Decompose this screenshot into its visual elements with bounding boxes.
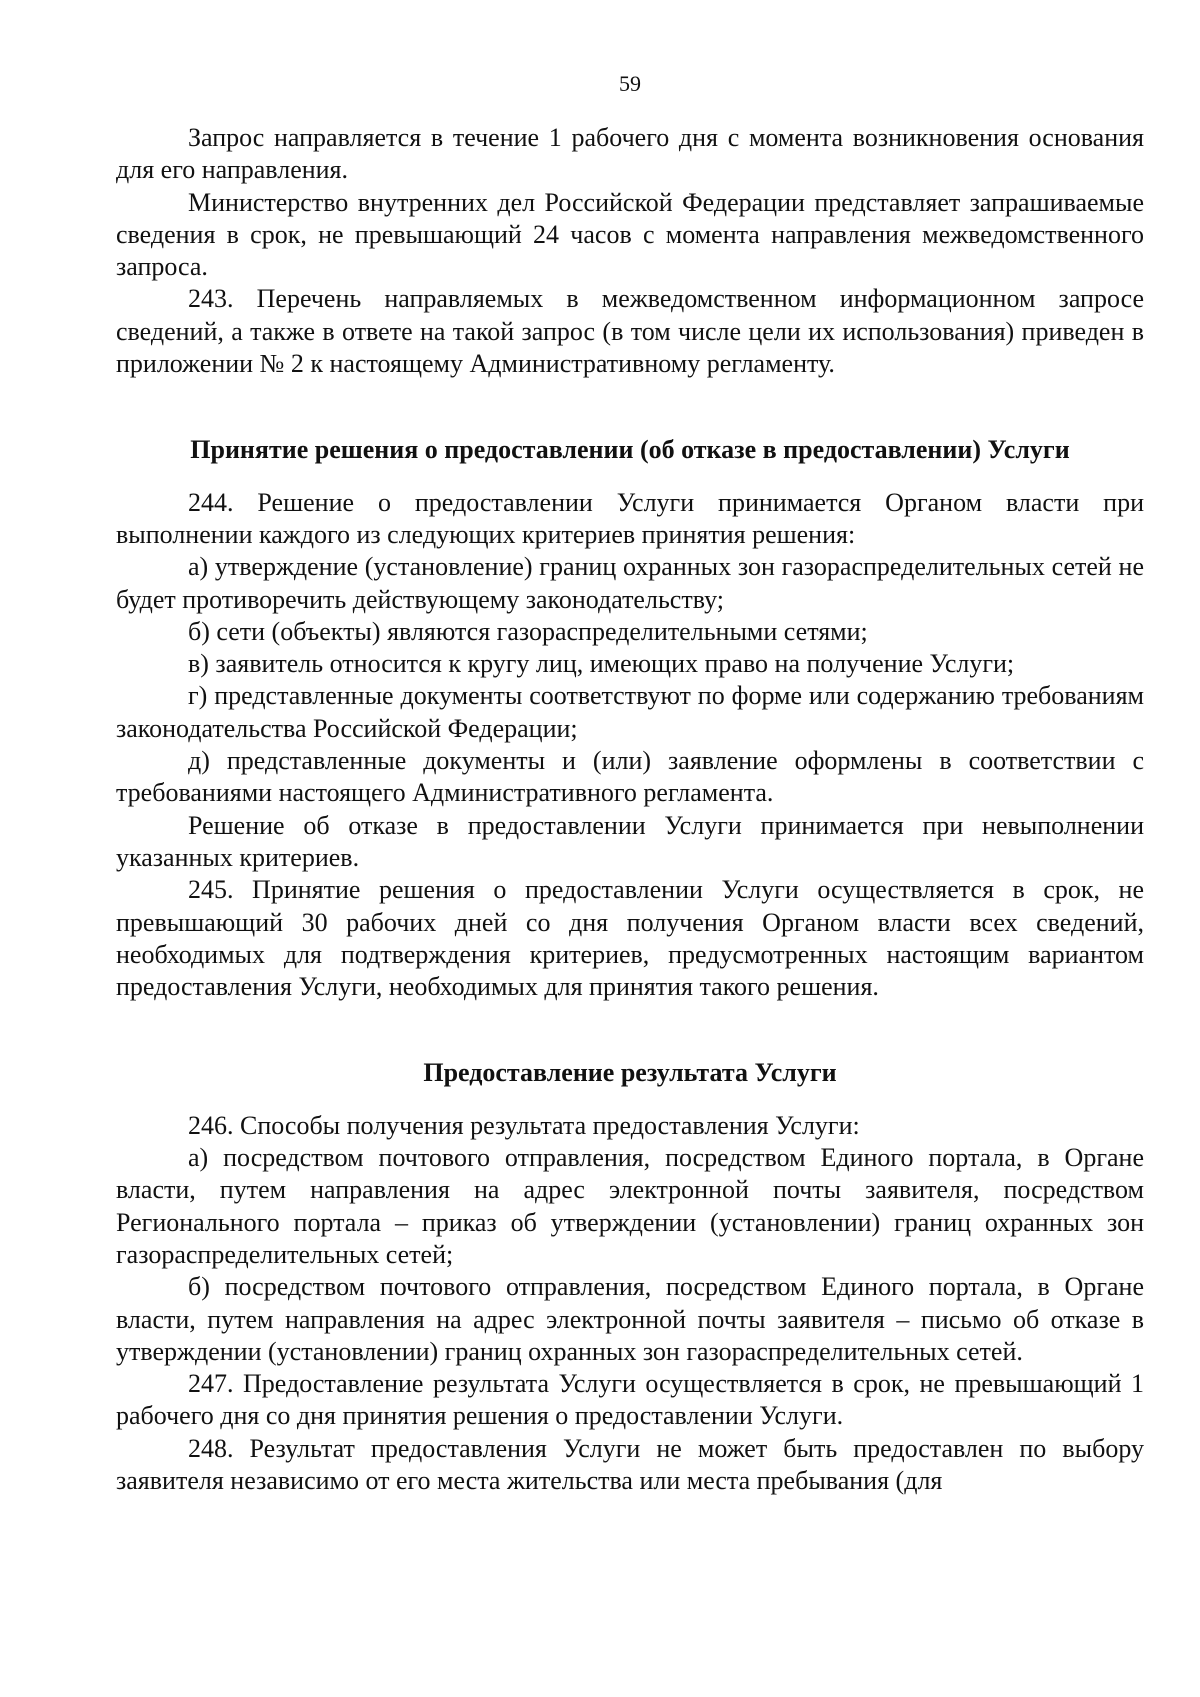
list-item: д) представленные документы и (или) заявление оформлены в соответствии с требованиями настоящего Административного регламента. bbox=[116, 746, 1144, 808]
section-heading: Предоставление результата Услуги bbox=[423, 1058, 837, 1088]
paragraph: 244. Решение о предоставлении Услуги принимается Органом власти при выполнении каждого из следующих критериев принятия решения: bbox=[116, 487, 1144, 549]
paragraph: 247. Предоставление результата Услуги осуществляется в срок, не превышающий 1 рабочего дня со дня принятия решения о предоставлении Услуги. bbox=[116, 1369, 1144, 1431]
list-item: в) заявитель относится к кругу лиц, имеющих право на получение Услуги; bbox=[188, 649, 1015, 679]
paragraph: Министерство внутренних дел Российской Федерации представляет запрашиваемые сведения в срок, не превышающий 24 часов с момента направления межведомственного запроса. bbox=[116, 187, 1144, 282]
paragraph: 248. Результат предоставления Услуги не может быть предоставлен по выбору заявителя независимо от его места жительства или места пребывания (для bbox=[116, 1433, 1144, 1495]
list-item: а) посредством почтового отправления, посредством Единого портала, в Органе власти, путем направления на адрес электронной почты заявителя, посредством Регионального портала – приказ об утверждении (установлении) границ охранных зон газораспределительных сетей; bbox=[116, 1143, 1144, 1269]
list-item: г) представленные документы соответствуют по форме или содержанию требованиям законодательства Российской Федерации; bbox=[116, 681, 1144, 743]
paragraph: 246. Способы получения результата предоставления Услуги: bbox=[188, 1110, 860, 1140]
paragraph: 243. Перечень направляемых в межведомственном информационном запросе сведений, а также в ответе на такой запрос (в том числе цели их использования) приведен в приложении № 2 к настоящему Административному регламенту. bbox=[116, 284, 1144, 379]
paragraph: Решение об отказе в предоставлении Услуги принимается при невыполнении указанных критериев. bbox=[116, 810, 1144, 872]
page-number: 59 bbox=[619, 71, 641, 96]
paragraph: Запрос направляется в течение 1 рабочего дня с момента возникновения основания для его направления. bbox=[116, 123, 1144, 185]
paragraph: 245. Принятие решения о предоставлении Услуги осуществляется в срок, не превышающий 30 рабочих дней со дня получения Органом власти всех сведений, необходимых для подтверждения критериев, предусмотренных настоящим вариантом предоставления Услуги, необходимых для принятия такого решения. bbox=[116, 875, 1144, 1002]
document-body bbox=[116, 122, 1144, 1497]
section-heading: Принятие решения о предоставлении (об отказе в предоставлении) Услуги bbox=[190, 435, 1070, 465]
list-item: а) утверждение (установление) границ охранных зон газораспределительных сетей не будет противоречить действующему законодательству; bbox=[116, 552, 1144, 614]
list-item: б) посредством почтового отправления, посредством Единого портала, в Органе власти, путем направления на адрес электронной почты заявителя – письмо об отказе в утверждении (установлении) границ охранных зон газораспределительных сетей. bbox=[116, 1272, 1144, 1366]
list-item: б) сети (объекты) являются газораспределительными сетями; bbox=[188, 616, 868, 646]
